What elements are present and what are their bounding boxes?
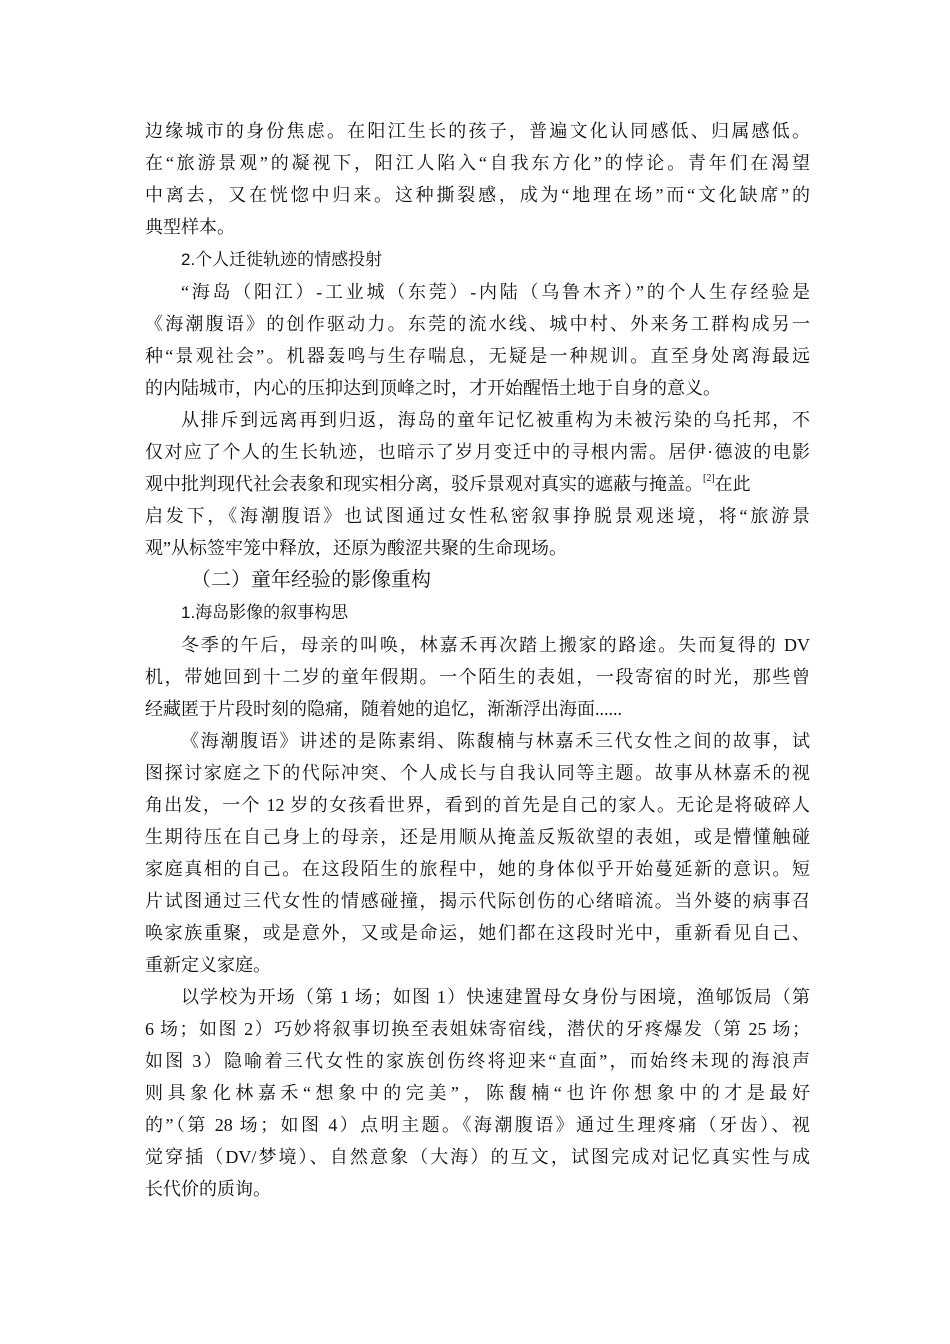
text-line: 长代价的质询。 xyxy=(145,1179,271,1199)
text-line: 冬季的午后，母亲的叫唤，林嘉禾再次踏上搬家的路途。失而复得的 DV xyxy=(181,635,810,655)
text-line: 生期待压在自己身上的母亲，还是用顺从掩盖反叛欲望的表姐，或是懵懂触碰 xyxy=(145,827,810,847)
citation-ref: [2] xyxy=(703,473,715,484)
text-line: 重新定义家庭。 xyxy=(145,955,271,975)
text-span: 在此 xyxy=(714,474,751,494)
text-line xyxy=(145,468,810,500)
text-line: 观”从标签牢笼中释放，还原为酸涩共聚的生命现场。 xyxy=(145,538,567,558)
text-line: 经藏匿于片段时刻的隐痛，随着她的追忆，渐渐浮出海面...... xyxy=(145,699,622,719)
text-line: 的内陆城市，内心的压抑达到顶峰之时，才开始醒悟土地于自身的意义。 xyxy=(145,378,721,398)
text-line: 启发下，《海潮腹语》也试图通过女性私密叙事挣脱景观迷境，将“旅游景 xyxy=(145,506,810,526)
text-line: 仅对应了个人的生长轨迹，也暗示了岁月变迁中的寻根内需。居伊·德波的电影 xyxy=(145,442,810,462)
subsection-heading: 2.个人迁徙轨迹的情感投射 xyxy=(181,250,383,269)
section-heading: （二）童年经验的影像重构 xyxy=(191,569,431,591)
text-line: 片试图通过三代女性的情感碰撞，揭示代际创伤的心绪暗流。当外婆的病事召 xyxy=(145,891,810,911)
text-line: 典型样本。 xyxy=(145,217,235,237)
subsection-heading: 1.海岛影像的叙事构思 xyxy=(181,603,349,622)
text-line: 则具象化林嘉禾“想象中的完美”，陈馥楠“也许你想象中的才是最好 xyxy=(145,1083,810,1103)
text-line: 角出发，一个 12 岁的女孩看世界，看到的首先是自己的家人。无论是将破碎人 xyxy=(145,795,810,815)
text-line: 以学校为开场（第 1 场；如图 1）快速建置母女身份与困境，渔郇饭局（第 xyxy=(181,987,810,1007)
text-line: 6 场；如图 2）巧妙将叙事切换至表姐妹寄宿线，潜伏的牙疼爆发（第 25 场； xyxy=(145,1019,810,1039)
text-line: 家庭真相的自己。在这段陌生的旅程中，她的身体似乎开始蔓延新的意识。短 xyxy=(145,859,810,879)
text-line: 从排斥到远离再到归返，海岛的童年记忆被重构为未被污染的乌托邦，不 xyxy=(181,410,810,430)
text-line: 《海潮腹语》的创作驱动力。东莞的流水线、城中村、外来务工群构成另一 xyxy=(145,314,810,334)
document-body xyxy=(145,115,810,1205)
paragraph xyxy=(145,629,810,725)
text-line: 边缘城市的身份焦虑。在阳江生长的孩子，普遍文化认同感低、归属感低。 xyxy=(145,121,810,141)
paragraph xyxy=(145,115,810,243)
text-line: 觉穿插（DV/梦境）、自然意象（大海）的互文，试图完成对记忆真实性与成 xyxy=(145,1147,810,1167)
text-line: 唤家族重聚，或是意外，又或是命运，她们都在这段时光中，重新看见自己、 xyxy=(145,923,810,943)
text-line: 的”（第 28 场；如图 4）点明主题。《海潮腹语》通过生理疼痛（牙齿）、视 xyxy=(145,1115,810,1135)
text-line: 如图 3）隐喻着三代女性的家族创伤终将迎来“直面”，而始终未现的海浪声 xyxy=(145,1051,810,1071)
paragraph xyxy=(145,725,810,981)
text-line: 图探讨家庭之下的代际冲突、个人成长与自我认同等主题。故事从林嘉禾的视 xyxy=(145,763,810,783)
text-line: “海岛（阳江）-工业城（东莞）-内陆（乌鲁木齐）”的个人生存经验是 xyxy=(181,282,810,302)
text-line: 机，带她回到十二岁的童年假期。一个陌生的表姐，一段寄宿的时光，那些曾 xyxy=(145,667,810,687)
paragraph xyxy=(145,981,810,1205)
text-line: 中离去，又在恍惚中归来。这种撕裂感，成为“地理在场”而“文化缺席”的 xyxy=(145,185,810,205)
text-line: 《海潮腹语》讲述的是陈素绢、陈馥楠与林嘉禾三代女性之间的故事，试 xyxy=(181,731,810,751)
text-line: 种“景观社会”。机器轰鸣与生存喘息，无疑是一种规训。直至身处离海最远 xyxy=(145,346,810,366)
text-line: 在“旅游景观”的凝视下，阳江人陷入“自我东方化”的悖论。青年们在渴望 xyxy=(145,153,810,173)
paragraph xyxy=(145,276,810,404)
text-span: 观中批判现代社会表象和现实相分离，驳斥景观对真实的遮蔽与掩盖。 xyxy=(145,474,703,494)
paragraph xyxy=(145,404,810,564)
